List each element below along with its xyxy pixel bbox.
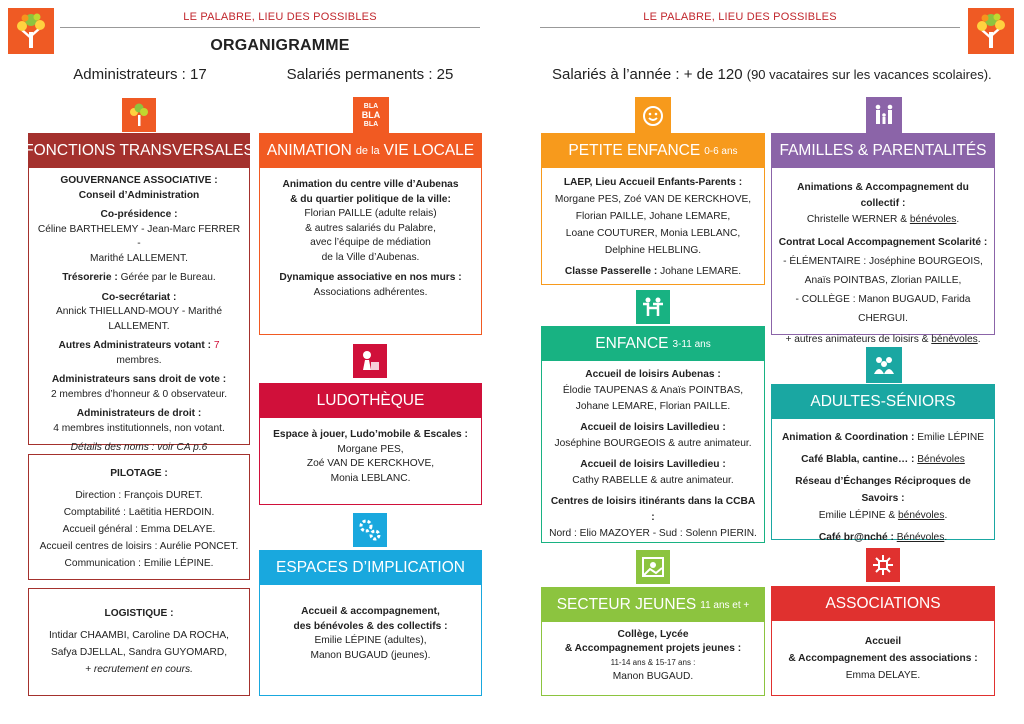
branche-label: Café br@nché : [818,532,894,543]
bla-text: BLA [363,120,379,128]
pilotage-line: Comptabilité : Laëtitia HERDOIN. [63,506,215,518]
clas-line: Anaïs POINTBAS, Zlorian PAILLE, [804,275,962,286]
lav1-value: Joséphine BOURGEOIS & autre animateur. [554,438,752,449]
associations-box [771,586,995,696]
implication-box [259,550,482,696]
ludotheque-content [260,418,481,492]
cosec-names: Annick THIELLAND-MOUY - Marithé LALLEMENT. [55,306,223,332]
rers-label: Réseau d’Échanges Réciproques de Savoirs : [795,476,971,504]
ludotheque-line: Zoé VAN DE KERCKHOVE, [306,458,435,469]
animation-box [259,133,482,335]
fonctions-content [29,168,249,462]
enfance-title-text: ENFANCE [595,335,669,352]
network-icon [866,548,900,582]
cafe-value: Bénévoles [917,454,965,465]
landscape-icon [636,550,670,584]
adultes-content: Animation & Coordination : Emilie LÉPINE Café Blabla, cantine… : Bénévoles Réseau d’Échanges Réciproques de Savoirs : Emilie LÉPINE & bénévoles. Café br@nché : Bénévoles. [781,432,985,543]
logistique-line: Intidar CHAAMBI, Caroline DA ROCHA, [48,629,230,641]
fonctions-title: FONCTIONS TRANSVERSALES [29,134,249,168]
bla-text: BLA [361,109,381,120]
animation-line: & autres salariés du Palabre, [305,222,436,234]
animation-line: avec l’équipe de médiation [310,237,431,248]
page-title: ORGANIGRAMME [210,37,350,54]
bla-bla-icon [353,97,389,133]
copres-label: Co-présidence : [100,209,178,220]
dyn-value: Associations adhérentes. [313,286,428,298]
treso-label: Trésorerie : [62,272,118,283]
children-icon [636,290,670,324]
stat-salaries-permanents: Salariés permanents : 25 [286,66,454,83]
animation-line: de la Ville d’Aubenas. [321,251,420,263]
implication-bold-2: des bénévoles & des collectifs : [293,620,448,632]
tree-icon [122,98,156,132]
assoc-bold-2: & Accompagnement des associations : [788,653,978,664]
stat-annee-note: (90 vacataires sur les vacances scolaires). [746,67,992,82]
implication-line: Manon BUGAUD (jeunes). [310,649,431,661]
adultes-box [771,384,995,543]
ludotheque-line: Monia LEBLANC. [330,472,411,484]
enfance-content [542,361,764,548]
familles-anim-label: Animations & Accompagnement du collectif : [797,182,969,209]
assoc-bold: Accueil [864,636,902,647]
details-note: Détails des noms : voir CA p.6 [70,442,208,453]
jeunes-box [541,587,765,696]
family-icon [866,97,902,133]
pilotage-label: PILOTAGE : [110,468,168,479]
logistique-content [29,589,249,684]
aub-line: Élodie TAUPENAS & Anaïs POINTBAS, [562,385,744,396]
logistique-line: Safya DJELLAL, Sandra GUYOMARD, [50,646,228,658]
dyn-label: Dynamique associative en nos murs : [279,272,462,283]
laep-line: Florian PAILLE, Johane LEMARE, [575,211,731,222]
associations-title: ASSOCIATIONS [772,587,994,621]
benevoles-link: bénévoles [931,334,978,345]
droit-value: 4 membres institutionnels, non votant. [53,422,225,434]
ludotheque-box [259,383,482,505]
animation-bold: Animation du centre ville d’Aubenas [282,179,459,190]
sans-droit-value: 2 membres d’honneur & 0 observateur. [50,388,228,400]
autres-suffix: membres. [116,354,162,366]
gov-label: GOUVERNANCE ASSOCIATIVE : [60,175,218,186]
header-right-rule [540,27,960,28]
jeunes-ages: 11-14 ans & 15-17 ans : [610,658,696,667]
lav1-label: Accueil de loisirs Lavilledieu : [580,422,726,433]
aub-label: Accueil de loisirs Aubenas : [585,369,721,380]
copres-names-2: Marithé LALLEMENT. [90,252,188,264]
rers-value: Emilie LÉPINE & [818,510,896,521]
familles-title: FAMILLES & PARENTALITÉS [772,134,994,168]
branche-value: Bénévoles [896,532,945,543]
animation-title-a: ANIMATION [266,142,352,159]
smiley-icon [635,97,671,133]
logistique-box [28,588,250,696]
implication-line: Emilie LÉPINE (adultes), [314,635,427,646]
ludotheque-line: Morgane PES, [337,443,404,455]
autres-count: 7 [213,340,220,351]
logistique-note: + recrutement en cours. [85,663,193,675]
familles-box [771,133,995,345]
jeunes-content [542,622,764,690]
enfance-age: 3-11 ans [672,338,711,350]
ludotheque-title: LUDOTHÈQUE [260,384,481,418]
people-icon [866,347,902,383]
jeunes-age: 11 ans et + [700,599,750,611]
passerelle-label: Classe Passerelle : [564,266,658,277]
droit-label: Administrateurs de droit : [76,408,202,419]
bla-text: BLA [363,102,379,110]
pilotage-line: Accueil centres de loisirs : Aurélie PONCET. [39,540,239,552]
petite-enfance-box [541,133,765,285]
clas-line: - ÉLÉMENTAIRE : Joséphine BOURGEOIS, [783,256,983,267]
laep-label: LAEP, Lieu Accueil Enfants-Parents : [563,177,743,188]
jeunes-bold: Collège, Lycée [617,629,689,640]
treso-value: Gérée par le Bureau. [120,272,216,283]
jeunes-bold-2: & Accompagnement projets jeunes : [564,643,742,654]
laep-line: Delphine HELBLING. [604,245,702,256]
coord-value: Emilie LÉPINE [917,432,985,443]
assoc-name: Emma DELAYE. [845,670,921,681]
coord-label: Animation & Coordination : [781,432,915,443]
autres-label: Autres Administrateurs votant : [58,340,211,351]
ludotheque-bold: Espace à jouer, Ludo’mobile & Escales : [273,429,468,440]
pilotage-line: Communication : Emilie LÉPINE. [64,557,214,569]
petite-enfance-age: 0-6 ans [704,145,738,157]
implication-bold: Accueil & accompagnement, [301,606,440,617]
fonctions-transversales-box [24,133,254,453]
cafe-label: Café Blabla, cantine… : [801,454,915,465]
rers-benevoles: bénévoles [897,510,945,521]
animation-line: Florian PAILLE (adulte relais) [304,208,437,219]
petite-enfance-title [542,134,764,168]
enfance-box [541,326,765,543]
adultes-title: ADULTES-SÉNIORS [772,385,994,419]
animation-title-small: de la [355,145,380,157]
chess-pawn-icon [353,344,387,378]
tree-logo-icon [8,8,54,54]
enfance-title [542,327,764,361]
stat-administrateurs: Administrateurs : 17 [73,66,207,83]
header-left-rule [60,27,480,28]
header-left: LE PALABRE, LIEU DES POSSIBLES [183,11,377,23]
animation-bold-2: & du quartier politique de la ville: [290,193,451,205]
logistique-label: LOGISTIQUE : [104,608,174,619]
header-right: LE PALABRE, LIEU DES POSSIBLES [643,11,837,23]
jeunes-title-text: SECTEUR JEUNES [556,596,697,613]
cosec-label: Co-secrétariat : [101,291,177,303]
stat-annee-main: Salariés à l’année : + de 120 [552,66,743,83]
lav2-label: Accueil de loisirs Lavilledieu : [580,459,726,470]
implication-content [260,585,481,669]
petite-enfance-title-text: PETITE ENFANCE [568,142,701,159]
pilotage-line: Direction : François DURET. [75,489,203,501]
familles-content: Animations & Accompagnement du collectif : Christelle WERNER & bénévoles. Contrat Local Accompagnement Scolarité : - ÉLÉMENTAIRE : Joséphine BOURGEOIS, Anaïs POINTBAS, Zlorian PAILLE, - COLLÈGE : Manon BUGAUD, Farida CHERGUI. + autres animateurs de loisirs & bénévoles. [778,182,988,345]
sans-droit-label: Administrateurs sans droit de vote : [51,374,227,385]
animation-title [260,134,481,168]
iti-value: Nord : Elio MAZOYER - Sud : Solenn PIERIN. [549,528,757,539]
animation-title-b: VIE LOCALE [383,142,475,159]
jeunes-title [542,588,764,622]
clas-line: - COLLÈGE : Manon BUGAUD, Farida CHERGUI. [795,294,971,324]
copres-names: Céline BARTHELEMY - Jean-Marc FERRER - [37,223,241,249]
animation-content [260,168,481,306]
benevoles-link: bénévoles [909,214,957,225]
jeunes-name: Manon BUGAUD. [612,671,694,682]
pilotage-content [29,455,249,578]
aub-line: Johane LEMARE, Florian PAILLE. [575,401,731,412]
passerelle-value: Johane LEMARE. [660,266,742,277]
gears-icon [353,513,387,547]
implication-title: ESPACES D’IMPLICATION [260,551,481,585]
gov-label-2: Conseil d’Administration [78,189,200,201]
laep-line: Loane COUTURER, Monia LEBLANC, [565,228,741,239]
associations-content [772,621,994,690]
tree-logo-icon [968,8,1014,54]
familles-anim-value: Christelle WERNER & [806,214,908,225]
pilotage-line: Accueil général : Emma DELAYE. [62,523,216,535]
clas-label: Contrat Local Accompagnement Scolarité : [778,237,988,248]
iti-label: Centres de loisirs itinérants dans la CCBA : [550,496,756,523]
stat-salaries-annee [552,66,992,83]
pilotage-box [28,454,250,580]
petite-enfance-content [542,168,764,286]
laep-line: Morgane PES, Zoé VAN DE KERCKHOVE, [554,194,752,205]
familles-autres: + autres animateurs de loisirs & [785,334,929,345]
lav2-value: Cathy RABELLE & autre animateur. [572,475,734,486]
